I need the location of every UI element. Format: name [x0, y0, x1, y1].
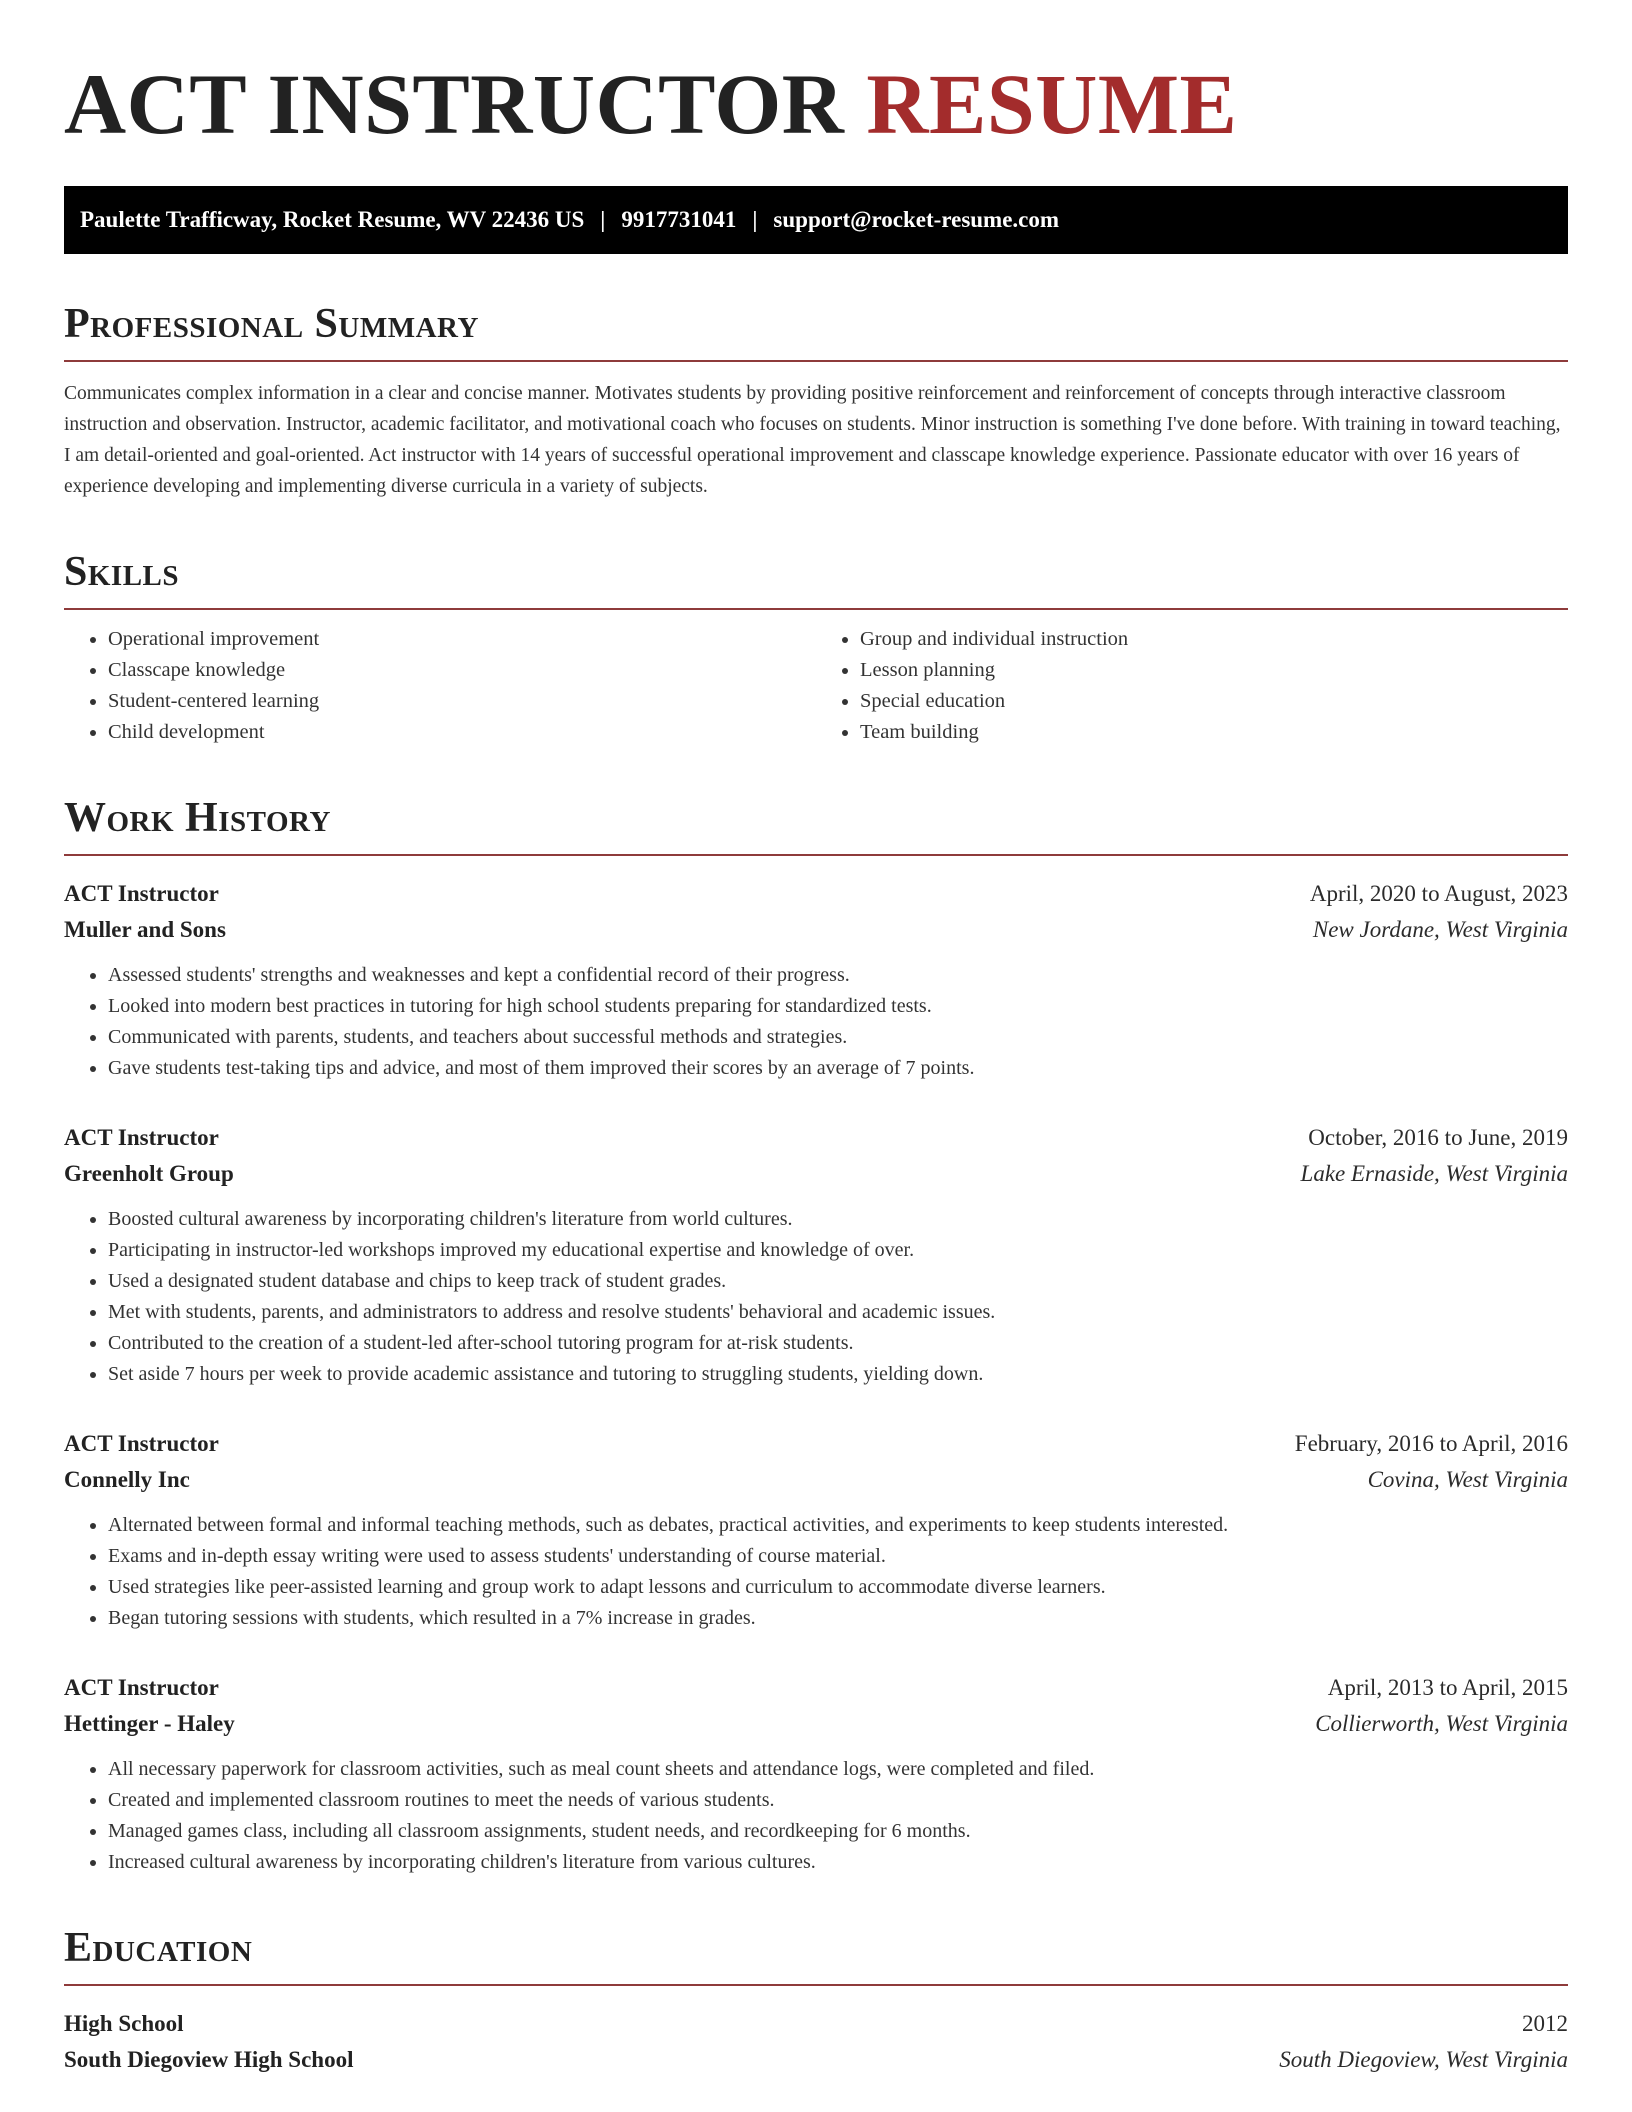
- education-location: South Diegoview, West Virginia: [1279, 2047, 1568, 2072]
- skills-list: [64, 624, 1568, 748]
- skill-item: • Classcape knowledge: [108, 655, 816, 686]
- contact-email: support@rocket-resume.com: [773, 207, 1060, 232]
- skill-item: • Lesson planning: [860, 655, 1568, 686]
- job-title: ACT Instructor: [64, 881, 219, 906]
- job-bullet: • Looked into modern best practices in tutoring for high school students preparing for standardized tests.: [108, 991, 1568, 1022]
- skills-column-left: [64, 624, 816, 748]
- skill-item: • Special education: [860, 686, 1568, 717]
- job-bullets: [64, 1204, 1568, 1390]
- contact-separator: |: [752, 207, 758, 232]
- education-heading: Education: [64, 1924, 1568, 1986]
- job-bullet: • Participating in instructor-led workshops improved my educational expertise and knowledge of over.: [108, 1235, 1568, 1266]
- job-bullet: • Exams and in-depth essay writing were used to assess students' understanding of course material.: [108, 1541, 1568, 1572]
- job-bullet: • Alternated between formal and informal teaching methods, such as debates, practical activities, and experiments to keep students interested.: [108, 1510, 1568, 1541]
- job-title: ACT Instructor: [64, 1431, 219, 1456]
- job-bullet: • Created and implemented classroom routines to meet the needs of various students.: [108, 1785, 1568, 1816]
- job-bullets: [64, 960, 1568, 1084]
- job-company: Greenholt Group: [64, 1161, 234, 1186]
- job-entry: [64, 876, 1568, 1084]
- education-year: 2012: [1522, 2011, 1568, 2036]
- skill-item: • Child development: [108, 717, 816, 748]
- job-bullet: • Increased cultural awareness by incorporating children's literature from various cultures.: [108, 1847, 1568, 1878]
- title-accent: RESUME: [866, 56, 1238, 152]
- summary-heading: Professional Summary: [64, 300, 1568, 362]
- summary-text: Communicates complex information in a clear and concise manner. Motivates students by providing positive reinforcement and reinforcement of concepts through interactive classroom instruction and observation. Instructor, academic facilitator, and motivational coach who focuses on students. Minor instruction is something I've done before. With training in toward teaching, I am detail-oriented and goal-oriented. Act instructor with 14 years of successful operational improvement and classcape knowledge experience. Passionate educator with over 16 years of experience developing and implementing diverse curricula in a variety of subjects.: [64, 383, 1561, 497]
- contact-bar: [64, 186, 1568, 254]
- job-dates: April, 2020 to August, 2023: [1309, 881, 1568, 906]
- education-degree: High School: [64, 2011, 184, 2036]
- job-title: ACT Instructor: [64, 1675, 219, 1700]
- job-bullet: • Managed games class, including all classroom assignments, student needs, and recordkeeping for 6 months.: [108, 1816, 1568, 1847]
- job-bullet: • Gave students test-taking tips and advice, and most of them improved their scores by an average of 7 points.: [108, 1053, 1568, 1084]
- skill-item: • Operational improvement: [108, 624, 816, 655]
- job-bullet: • Communicated with parents, students, and teachers about successful methods and strategies.: [108, 1022, 1568, 1053]
- contact-separator: |: [600, 207, 606, 232]
- job-location: Collierworth, West Virginia: [1315, 1711, 1568, 1736]
- title-main: ACT INSTRUCTOR: [64, 56, 845, 152]
- contact-address: Paulette Trafficway, Rocket Resume, WV 22436 US: [80, 207, 585, 232]
- job-bullet: • Used strategies like peer-assisted learning and group work to adapt lessons and curriculum to accommodate diverse learners.: [108, 1572, 1568, 1603]
- job-bullets: [64, 1510, 1568, 1634]
- education-school: South Diegoview High School: [64, 2047, 354, 2072]
- job-bullet: • Contributed to the creation of a student-led after-school tutoring program for at-risk students.: [108, 1328, 1568, 1359]
- job-dates: February, 2016 to April, 2016: [1294, 1431, 1568, 1456]
- job-location: New Jordane, West Virginia: [1312, 917, 1568, 942]
- job-entry: [64, 1670, 1568, 1878]
- job-title: ACT Instructor: [64, 1125, 219, 1150]
- job-bullet: • Met with students, parents, and administrators to address and resolve students' behavioral and academic issues.: [108, 1297, 1568, 1328]
- resume-title: [64, 56, 1568, 152]
- job-location: Covina, West Virginia: [1367, 1467, 1568, 1492]
- job-bullet: • All necessary paperwork for classroom activities, such as meal count sheets and attendance logs, were completed and filed.: [108, 1754, 1568, 1785]
- skill-item: • Team building: [860, 717, 1568, 748]
- work-history-heading: Work History: [64, 794, 1568, 856]
- job-entry: [64, 1120, 1568, 1390]
- job-dates: October, 2016 to June, 2019: [1308, 1125, 1568, 1150]
- job-bullet: • Used a designated student database and chips to keep track of student grades.: [108, 1266, 1568, 1297]
- job-company: Hettinger - Haley: [64, 1711, 235, 1736]
- skill-item: • Group and individual instruction: [860, 624, 1568, 655]
- job-company: Connelly Inc: [64, 1467, 190, 1492]
- job-bullets: [64, 1754, 1568, 1878]
- job-company: Muller and Sons: [64, 917, 226, 942]
- job-location: Lake Ernaside, West Virginia: [1300, 1161, 1568, 1186]
- job-bullet: • Boosted cultural awareness by incorporating children's literature from world cultures.: [108, 1204, 1568, 1235]
- job-entry: [64, 1426, 1568, 1634]
- job-dates: April, 2013 to April, 2015: [1327, 1675, 1568, 1700]
- skills-heading: Skills: [64, 548, 1568, 610]
- contact-phone: 9917731041: [621, 207, 737, 232]
- job-bullet: • Began tutoring sessions with students, which resulted in a 7% increase in grades.: [108, 1603, 1568, 1634]
- skills-column-right: [816, 624, 1568, 748]
- job-bullet: • Set aside 7 hours per week to provide academic assistance and tutoring to struggling students, yielding down.: [108, 1359, 1568, 1390]
- skill-item: • Student-centered learning: [108, 686, 816, 717]
- job-bullet: • Assessed students' strengths and weaknesses and kept a confidential record of their progress.: [108, 960, 1568, 991]
- education-entry: [64, 2006, 1568, 2078]
